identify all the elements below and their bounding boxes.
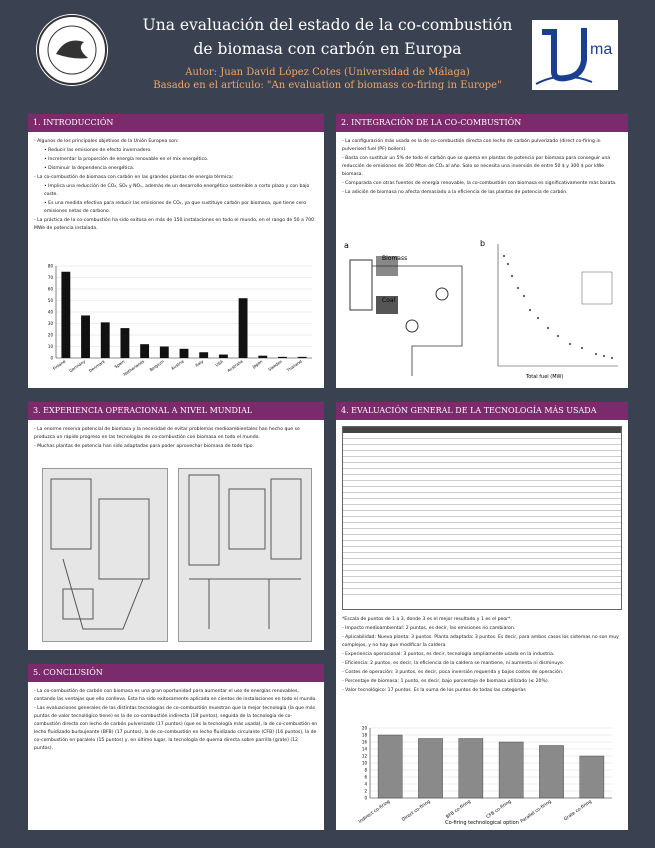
poster-title-line1: Una evaluación del estado de la co-combustión (142, 16, 513, 34)
bar-cfb-co-firing (499, 742, 523, 798)
text: - La co-combustión de carbón con biomasa es una gran oportunidad para aumentar el uso de energías renovables, contando las ventajas que ello conlleva. Esta ha sido exitosamente aplicada en cientos de instalaciones en todo el mundo. (34, 689, 317, 702)
panel-evaluacion (336, 402, 628, 830)
category-label: USA (214, 358, 224, 368)
y-tick-label: 0 (50, 355, 53, 361)
panel-integracion (336, 114, 628, 388)
category-label: Direct co-firing (401, 799, 432, 823)
bar-usa (219, 355, 228, 358)
y-tick-label: 40 (47, 309, 53, 315)
y-tick-label: 8 (364, 767, 367, 773)
panel-title: 2. INTEGRACIÓN DE LA CO-COMBUSTIÓN (336, 114, 628, 132)
bar-denmark (101, 322, 110, 358)
y-tick-label: 20 (47, 332, 53, 338)
category-label: Thailand (285, 358, 303, 373)
evaluation-table (342, 426, 622, 610)
category-label: Indirect co-firing (358, 799, 392, 825)
bar-australia (239, 298, 248, 358)
category-label: Austria (170, 358, 185, 371)
text: - Comparada con otras fuentes de energía renovable, la co-combustión con biomasa es significativamente más barata. (342, 181, 617, 186)
bar-spain (120, 328, 129, 358)
text: - Valor tecnológico: 17 puntos. Es la suma de los puntos de todas las categorías (342, 688, 526, 693)
panel-title: 1. INTRODUCCIÓN (28, 114, 324, 132)
bar-bfb-co-firing (459, 739, 483, 799)
chart-technological-value (346, 722, 618, 826)
category-label: Japan (251, 358, 264, 370)
uma-logo-text: ma (590, 41, 613, 58)
y-tick-label: 6 (364, 774, 367, 780)
y-tick-label: 60 (47, 286, 53, 292)
y-tick-label: 80 (47, 263, 53, 269)
text: - La práctica de la co-combustión ha sido exitosa en más de 150 instalaciones en todo el mundo, en el rango de 50 a 700 MWe de potencia instalada. (34, 218, 315, 231)
panel-conclusion (28, 664, 324, 830)
y-tick-label: 12 (361, 753, 367, 759)
chart-installations-by-country (34, 260, 318, 384)
author: Autor: Juan David López Cotes (Universidad de Málaga) (185, 67, 470, 78)
bar-netherlands (140, 344, 149, 358)
diagram-label-a: a (344, 241, 349, 250)
category-label: Germany (68, 358, 87, 374)
y-tick-label: 14 (361, 746, 367, 752)
panel-introduccion (28, 114, 324, 388)
bar-thailand (298, 357, 307, 358)
category-label: Belgium (148, 358, 165, 373)
bar-germany (81, 315, 90, 358)
poster-title-line2: de biomasa con carbón en Europa (193, 40, 462, 58)
bullet: • Incrementar la proporción de energía renovable en el mix energético. (44, 157, 209, 162)
y-tick-label: 20 (361, 725, 367, 731)
panel-title: 5. CONCLUSIÓN (28, 664, 324, 682)
biomass-label: Biomass (382, 255, 408, 262)
y-tick-label: 18 (361, 732, 367, 738)
category-label: Finland (51, 358, 67, 372)
panel-experiencia (28, 402, 324, 650)
category-label: BFB co-firing (445, 799, 472, 821)
category-label: CFB co-firing (485, 799, 513, 821)
y-tick-label: 0 (364, 795, 367, 801)
bullet: • Disminuir la dependencia energética. (44, 166, 135, 171)
bullet: • Es una medida efectiva para reducir las emisiones de CO₂, ya que sustituye carbón por biomasa, que tiene cero emisiones netas de carbono. (44, 201, 307, 214)
bar-parallel-co-firing (539, 746, 563, 799)
bar-belgium (160, 347, 169, 359)
category-label: Italy (194, 358, 205, 368)
text: - Eficiencia: 2 puntos, es decir, la eficiencia de la caldera se mantiene, ni aumenta ni disminuye. (342, 661, 565, 666)
y-tick-label: 2 (364, 788, 367, 794)
category-label: Netherlands (122, 358, 146, 377)
bar-finland (61, 272, 70, 358)
y-tick-label: 16 (361, 739, 367, 745)
y-tick-label: 10 (361, 760, 367, 766)
text: - La configuración más usada es la de co-combustión directa con lecho de carbón pulverizado (direct co-firing in pulverised fuel (PF) boilers). (342, 139, 601, 152)
text: - La co-combustión de biomasa con carbón en las grandes plantas de energía térmica: (34, 175, 234, 180)
category-label: Australia (226, 358, 244, 373)
text: - Experiencia operacional: 3 puntos, es decir, tecnología ampliamente usada en la industria. (342, 652, 555, 657)
poster-header (0, 0, 655, 100)
boiler-box (350, 260, 372, 310)
text: *Escala de puntos de 1 a 3, donde 3 es el mejor resultado y 1 es el peor*. (342, 617, 512, 622)
bullet: • Reducir las emisiones de efecto invernadero. (44, 148, 152, 153)
panel-title: 3. EXPERIENCIA OPERACIONAL A NIVEL MUNDIAL (28, 402, 324, 420)
text: - La adición de biomasa no afecta demasiado a la eficiencia de las plantas de potencia de carbón. (342, 190, 568, 195)
text: - Basta con sustituir un 5% de todo el carbón que se quema en plantas de potencia por biomasa para conseguir una reducción de emisiones de 300 Mton de CO₂ al año. Solo se necesita una inversión de entre 50 $ y 300 $ por kWe biomasa. (342, 156, 611, 177)
text: - La enorme reserva potencial de biomasa y la necesidad de evitar problemas medioambientales han hecho que se produzca un rápido progreso en las tecnologías de co-combustión con biomasa en todo el mundo. (34, 427, 300, 440)
cofiring-diagram (342, 236, 472, 386)
bar-japan (258, 356, 267, 358)
y-tick-label: 50 (47, 298, 53, 303)
chart-xlabel: Co-firing technological option (445, 820, 519, 826)
y-tick-label: 4 (364, 781, 367, 787)
category-label: Parallel co-firing (519, 799, 553, 825)
panel-title: 4. EVALUACIÓN GENERAL DE LA TECNOLOGÍA MÁS USADA (336, 402, 628, 420)
y-tick-label: 70 (47, 275, 53, 280)
based-on: Basado en el artículo: "An evaluation of biomass co-firing in Europe" (153, 80, 502, 91)
bar-indirect-co-firing (378, 735, 402, 798)
coal-label: Coal (382, 297, 396, 304)
text: - Algunos de los principales objetivos de la Unión Europea son: (34, 139, 179, 144)
bar-austria (180, 349, 189, 358)
scatter-xlabel: Total fuel (MW) (526, 374, 564, 380)
university-seal-logo (36, 14, 108, 86)
text: - Muchas plantas de potencia han sido adaptadas para poder aprovechar biomasa de todo tipo. (34, 444, 254, 449)
diagram-label-b: b (480, 239, 486, 248)
bar-direct-co-firing (418, 739, 442, 799)
text: - Aplicabilidad: Nueva planta: 3 puntos. Planta adaptada: 3 puntos. Es decir, para ambos casos los sistemas no son muy complejos, y no hay que modificar la caldera. (342, 635, 619, 648)
efficiency-scatter (478, 236, 624, 386)
text: - Porcentaje de biomasa: 1 punto, es decir, bajo porcentaje de biomasa utilizado (≤ 20%). (342, 679, 550, 684)
bar-sweden (278, 357, 287, 358)
bar-grate-co-firing (580, 756, 604, 798)
text: - Costes de operación: 3 puntos, es decir, poca inversión requerida y bajos costes de operación. (342, 670, 564, 675)
uma-logo (532, 20, 618, 90)
category-label: Spain (113, 358, 126, 370)
text: - Las evaluaciones generales de las distintas tecnologías de co-combustión muestran que la mejor tecnología (la que más puntos de valor tecnológico tiene) es la de co-combustión indirecta (18 puntos), seguida de la tecnología de co-combustión directa con lecho de carbón pulverizado (17 puntos) (que es la tecnología más usada), la de co-combustión en lecho fluidizado burbujeante (BFB) (17 puntos), la de co-combustión en lecho fluidizado circulante (CFB) (16 puntos), la de co-combustión en paralelo (15 puntos) y, en último lugar, la tecnología de quema directa sobre parrilla (grate) (12 puntos). (34, 706, 318, 751)
y-tick-label: 10 (47, 344, 53, 349)
y-tick-label: 30 (47, 321, 53, 326)
plant-diagram-right (178, 468, 312, 642)
bullet: • Implica una reducción de CO₂, SO₂ y NOₓ, además de un desarrollo energético sostenible a corto plazo y con bajo coste. (44, 184, 310, 197)
category-label: Denmark (87, 358, 106, 374)
category-label: Sweden (267, 358, 284, 372)
category-label: Grate co-firing (563, 799, 593, 823)
text: - Impacto medioambiental: 2 puntos, es decir, las emisiones no cambiaron. (342, 626, 516, 631)
plant-diagram-left (42, 468, 168, 642)
bar-italy (199, 352, 208, 358)
